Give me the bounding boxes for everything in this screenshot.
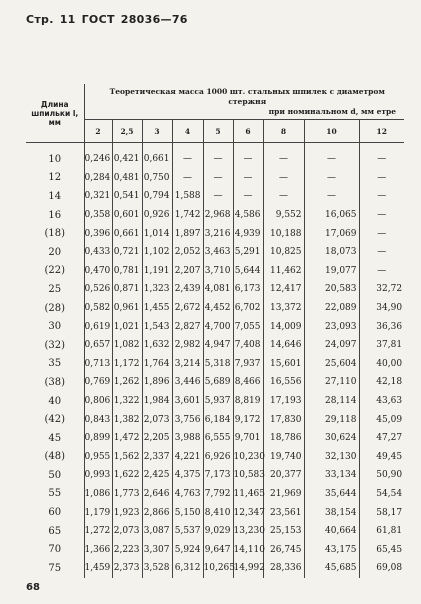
- mass-cell: 32,72: [376, 284, 403, 295]
- spacer-cell: [142, 143, 172, 151]
- mass-cell: 13,372: [263, 299, 304, 318]
- mass-cell: —: [233, 150, 263, 169]
- mass-cell: 42,18: [376, 377, 403, 388]
- mass-cell: 1,366: [84, 540, 112, 559]
- mass-cell: 2,672: [172, 299, 203, 318]
- mass-cell: 4,375: [172, 466, 203, 485]
- table-row: [26, 280, 404, 299]
- mass-cell: —: [304, 169, 359, 188]
- mass-cell: 1,382: [112, 410, 142, 429]
- mass-cell: 0,721: [112, 243, 142, 262]
- mass-cell: 30,624: [304, 429, 359, 448]
- mass-cell: 0,955: [84, 448, 112, 467]
- length-cell: (42): [26, 410, 84, 429]
- mass-cell: 6,184: [203, 410, 233, 429]
- diameter-header: 6: [233, 120, 263, 143]
- table-row: [26, 206, 404, 225]
- length-cell: 70: [26, 540, 84, 559]
- mass-cell: 20,377: [263, 466, 304, 485]
- spacer-cell: [233, 143, 263, 151]
- mass-cell: 7,173: [203, 466, 233, 485]
- length-cell: 35: [26, 355, 84, 374]
- length-cell: (32): [26, 336, 84, 355]
- mass-cell: 3,446: [172, 373, 203, 392]
- table-row: [26, 224, 404, 243]
- mass-cell: 5,937: [203, 392, 233, 411]
- length-cell: 30: [26, 317, 84, 336]
- mass-cell: 29,118: [304, 410, 359, 429]
- table-row: [26, 262, 404, 281]
- page-header: [26, 13, 194, 26]
- mass-cell: 17,069: [304, 224, 359, 243]
- mass-cell: 23,561: [263, 503, 304, 522]
- mass-cell: 6,702: [233, 299, 263, 318]
- mass-cell: 0,993: [84, 466, 112, 485]
- mass-cell: 37,81: [376, 340, 403, 351]
- mass-cell: 1,082: [112, 336, 142, 355]
- mass-cell: 1,622: [112, 466, 142, 485]
- length-cell: 45: [26, 429, 84, 448]
- mass-cell: 4,081: [203, 280, 233, 299]
- diameter-header: 2: [84, 120, 112, 143]
- mass-cell: 18,786: [263, 429, 304, 448]
- mass-cell: 0,396: [84, 224, 112, 243]
- mass-cell: 10,230: [233, 448, 263, 467]
- mass-cell: 9,647: [203, 540, 233, 559]
- mass-cell: 0,769: [84, 373, 112, 392]
- mass-cell: 5,537: [172, 522, 203, 541]
- mass-cell: 0,781: [112, 262, 142, 281]
- spacer-cell: [203, 143, 233, 151]
- mass-cell: —: [377, 154, 387, 165]
- mass-cell: 2,207: [172, 262, 203, 281]
- mass-cell: 4,221: [172, 448, 203, 467]
- mass-cell: 34,90: [376, 303, 403, 314]
- mass-cell: 10,188: [263, 224, 304, 243]
- mass-cell: 38,154: [304, 503, 359, 522]
- mass-cell: 18,073: [304, 243, 359, 262]
- mass-cell: 1,191: [142, 262, 172, 281]
- mass-cell: 0,657: [84, 336, 112, 355]
- mass-cell: 2,337: [142, 448, 172, 467]
- table-row: [26, 540, 404, 559]
- length-cell: 50: [26, 466, 84, 485]
- mass-cell: 3,214: [172, 355, 203, 374]
- mass-cell: 0,871: [112, 280, 142, 299]
- spacer-cell: [263, 143, 304, 151]
- mass-cell: 3,528: [142, 559, 172, 578]
- spacer-cell: [359, 143, 404, 151]
- table-row: [26, 448, 404, 467]
- diameter-header: 3: [142, 120, 172, 143]
- mass-cell: 3,710: [203, 262, 233, 281]
- mass-cell: 11,465: [233, 485, 263, 504]
- length-cell: (28): [26, 299, 84, 318]
- table-row: [26, 169, 404, 188]
- mass-cell: 28,114: [304, 392, 359, 411]
- mass-cell: 1,984: [142, 392, 172, 411]
- mass-cell: —: [233, 187, 263, 206]
- mass-cell: 16,065: [304, 206, 359, 225]
- length-column-header: Длина шпильки l, мм: [26, 84, 84, 143]
- mass-cell: 7,408: [233, 336, 263, 355]
- mass-cell: 0,750: [142, 169, 172, 188]
- mass-cell: —: [377, 191, 387, 202]
- mass-group-header-line1: Теоретическая масса 1000 шт. стальных шпилек с диаметром стержня: [109, 86, 385, 106]
- spacer-cell: [84, 143, 112, 151]
- mass-cell: 0,926: [142, 206, 172, 225]
- spacer-cell: [304, 143, 359, 151]
- mass-cell: 1,021: [112, 317, 142, 336]
- mass-cell: 17,830: [263, 410, 304, 429]
- mass-cell: 40,00: [376, 358, 403, 369]
- mass-cell: 4,947: [203, 336, 233, 355]
- mass-cell: 1,459: [84, 559, 112, 578]
- page-number-top: 11: [59, 13, 76, 26]
- mass-cell: —: [263, 187, 304, 206]
- mass-cell: 0,358: [84, 206, 112, 225]
- mass-cell: 0,284: [84, 169, 112, 188]
- mass-cell: 12,417: [263, 280, 304, 299]
- mass-cell: 3,216: [203, 224, 233, 243]
- mass-cell: 2,982: [172, 336, 203, 355]
- mass-cell: 3,307: [142, 540, 172, 559]
- length-cell: 55: [26, 485, 84, 504]
- length-cell: 60: [26, 503, 84, 522]
- mass-cell: —: [203, 150, 233, 169]
- mass-cell: 1,896: [142, 373, 172, 392]
- mass-cell: 61,81: [376, 526, 403, 537]
- length-cell: (22): [26, 262, 84, 281]
- spacer-cell: [26, 143, 84, 151]
- mass-cell: 26,745: [263, 540, 304, 559]
- mass-cell: 21,969: [263, 485, 304, 504]
- mass-cell: 65,45: [376, 544, 403, 555]
- mass-cell: 2,425: [142, 466, 172, 485]
- mass-cell: 9,029: [203, 522, 233, 541]
- mass-cell: 1,262: [112, 373, 142, 392]
- mass-cell: 4,586: [233, 206, 263, 225]
- page-number-bottom: 68: [26, 582, 40, 593]
- mass-cell: 4,452: [203, 299, 233, 318]
- mass-cell: 27,110: [304, 373, 359, 392]
- mass-cell: 1,923: [112, 503, 142, 522]
- mass-cell: 2,205: [142, 429, 172, 448]
- mass-cell: 2,968: [203, 206, 233, 225]
- mass-cell: 14,009: [263, 317, 304, 336]
- mass-cell: —: [263, 150, 304, 169]
- mass-cell: 2,223: [112, 540, 142, 559]
- mass-cell: 2,827: [172, 317, 203, 336]
- table-row: [26, 336, 404, 355]
- table-row: [26, 243, 404, 262]
- length-cell: (48): [26, 448, 84, 467]
- mass-cell: 4,763: [172, 485, 203, 504]
- mass-cell: 3,756: [172, 410, 203, 429]
- mass-cell: 8,819: [233, 392, 263, 411]
- mass-cell: 0,619: [84, 317, 112, 336]
- diameter-header: 4: [172, 120, 203, 143]
- diameter-header: 12: [359, 120, 404, 143]
- mass-cell: 1,014: [142, 224, 172, 243]
- mass-cell: —: [377, 210, 387, 221]
- mass-cell: 32,130: [304, 448, 359, 467]
- mass-cell: 15,601: [263, 355, 304, 374]
- length-cell: 16: [26, 206, 84, 225]
- table-row: [26, 373, 404, 392]
- mass-cell: 7,792: [203, 485, 233, 504]
- mass-cell: —: [172, 150, 203, 169]
- length-cell: 25: [26, 280, 84, 299]
- mass-cell: 0,433: [84, 243, 112, 262]
- mass-cell: 5,291: [233, 243, 263, 262]
- mass-cell: 19,740: [263, 448, 304, 467]
- mass-cell: 2,866: [142, 503, 172, 522]
- mass-cell: 0,481: [112, 169, 142, 188]
- mass-cell: —: [233, 169, 263, 188]
- table-row: [26, 317, 404, 336]
- mass-cell: 25,153: [263, 522, 304, 541]
- mass-cell: 14,110: [233, 540, 263, 559]
- mass-cell: 0,526: [84, 280, 112, 299]
- mass-cell: —: [172, 169, 203, 188]
- mass-cell: 8,466: [233, 373, 263, 392]
- mass-cell: 20,583: [304, 280, 359, 299]
- mass-cell: 2,373: [112, 559, 142, 578]
- mass-group-header-line2: при номинальном d, мм етре: [268, 106, 397, 116]
- mass-cell: 6,555: [203, 429, 233, 448]
- mass-cell: 1,742: [172, 206, 203, 225]
- mass-cell: 33,134: [304, 466, 359, 485]
- mass-cell: 3,601: [172, 392, 203, 411]
- mass-cell: 1,897: [172, 224, 203, 243]
- diameter-header: 10: [304, 120, 359, 143]
- mass-cell: 2,073: [142, 410, 172, 429]
- diameter-header: 8: [263, 120, 304, 143]
- diameter-header: 5: [203, 120, 233, 143]
- mass-cell: 4,939: [233, 224, 263, 243]
- mass-cell: 14,992: [233, 559, 263, 578]
- spacer-cell: [172, 143, 203, 151]
- mass-cell: 7,055: [233, 317, 263, 336]
- mass-cell: 6,926: [203, 448, 233, 467]
- standard-label: ГОСТ: [81, 13, 115, 26]
- mass-cell: 8,410: [203, 503, 233, 522]
- mass-cell: 16,556: [263, 373, 304, 392]
- table-row: [26, 299, 404, 318]
- mass-cell: 11,462: [263, 262, 304, 281]
- mass-cell: —: [263, 169, 304, 188]
- length-cell: (18): [26, 224, 84, 243]
- mass-cell: —: [203, 187, 233, 206]
- table-row: [26, 559, 404, 578]
- mass-cell: 43,175: [304, 540, 359, 559]
- mass-cell: 0,421: [112, 150, 142, 169]
- mass-cell: 9,701: [233, 429, 263, 448]
- mass-cell: —: [377, 247, 387, 258]
- mass-cell: 45,09: [376, 414, 403, 425]
- mass-cell: —: [304, 150, 359, 169]
- mass-cell: 36,36: [376, 321, 403, 332]
- mass-cell: —: [377, 228, 387, 239]
- mass-cell: —: [304, 187, 359, 206]
- mass-cell: 2,646: [142, 485, 172, 504]
- mass-cell: 2,073: [112, 522, 142, 541]
- mass-cell: 10,265: [203, 559, 233, 578]
- mass-cell: 58,17: [376, 507, 403, 518]
- mass-cell: 23,093: [304, 317, 359, 336]
- mass-cell: 1,764: [142, 355, 172, 374]
- mass-cell: 4,700: [203, 317, 233, 336]
- spacer-cell: [112, 143, 142, 151]
- mass-cell: 0,661: [142, 150, 172, 169]
- length-cell: 12: [26, 169, 84, 188]
- table-row: [26, 187, 404, 206]
- mass-cell: —: [377, 265, 387, 276]
- mass-cell: 0,794: [142, 187, 172, 206]
- table-row: [26, 485, 404, 504]
- mass-cell: 25,604: [304, 355, 359, 374]
- table-row: [26, 429, 404, 448]
- mass-cell: 1,632: [142, 336, 172, 355]
- mass-cell: 1,562: [112, 448, 142, 467]
- mass-cell: 0,246: [84, 150, 112, 169]
- table-row: [26, 410, 404, 429]
- mass-cell: 22,089: [304, 299, 359, 318]
- mass-cell: 54,54: [376, 488, 403, 499]
- length-cell: 20: [26, 243, 84, 262]
- mass-cell: 40,664: [304, 522, 359, 541]
- standard-number: 28036—76: [120, 13, 188, 26]
- length-cell: 10: [26, 150, 84, 169]
- length-cell: 65: [26, 522, 84, 541]
- mass-group-header: [84, 84, 404, 120]
- length-cell: 14: [26, 187, 84, 206]
- mass-cell: 1,172: [112, 355, 142, 374]
- mass-cell: 5,689: [203, 373, 233, 392]
- mass-cell: 0,661: [112, 224, 142, 243]
- mass-cell: 0,582: [84, 299, 112, 318]
- mass-cell: 0,601: [112, 206, 142, 225]
- mass-cell: 6,173: [233, 280, 263, 299]
- mass-cell: 1,086: [84, 485, 112, 504]
- mass-cell: 0,713: [84, 355, 112, 374]
- mass-cell: 10,583: [233, 466, 263, 485]
- length-cell: 40: [26, 392, 84, 411]
- mass-cell: 9,172: [233, 410, 263, 429]
- table-row: [26, 466, 404, 485]
- mass-table: [26, 84, 404, 578]
- mass-cell: 1,472: [112, 429, 142, 448]
- mass-cell: 0,961: [112, 299, 142, 318]
- mass-cell: 1,102: [142, 243, 172, 262]
- mass-cell: 13,230: [233, 522, 263, 541]
- length-cell: 75: [26, 559, 84, 578]
- mass-cell: 0,843: [84, 410, 112, 429]
- mass-cell: 5,924: [172, 540, 203, 559]
- table-row: [26, 150, 404, 169]
- mass-cell: 45,685: [304, 559, 359, 578]
- mass-cell: 1,323: [142, 280, 172, 299]
- mass-cell: 50,90: [376, 470, 403, 481]
- mass-cell: 47,27: [376, 433, 403, 444]
- mass-cell: 3,463: [203, 243, 233, 262]
- mass-cell: 2,439: [172, 280, 203, 299]
- mass-cell: 1,543: [142, 317, 172, 336]
- mass-cell: 35,644: [304, 485, 359, 504]
- mass-cell: 28,336: [263, 559, 304, 578]
- mass-cell: 1,773: [112, 485, 142, 504]
- mass-cell: 12,347: [233, 503, 263, 522]
- table-row: [26, 503, 404, 522]
- page-label: Стр.: [26, 13, 54, 26]
- mass-cell: 3,087: [142, 522, 172, 541]
- mass-cell: 43,63: [376, 396, 403, 407]
- mass-cell: 17,193: [263, 392, 304, 411]
- mass-cell: 24,097: [304, 336, 359, 355]
- mass-cell: 1,322: [112, 392, 142, 411]
- mass-cell: 7,937: [233, 355, 263, 374]
- table-row: [26, 355, 404, 374]
- table-row: [26, 392, 404, 411]
- table-row: [26, 522, 404, 541]
- mass-cell: 49,45: [376, 451, 403, 462]
- mass-cell: 69,08: [376, 563, 403, 574]
- mass-cell: 5,644: [233, 262, 263, 281]
- mass-cell: 0,541: [112, 187, 142, 206]
- mass-cell: 5,318: [203, 355, 233, 374]
- mass-cell: 0,470: [84, 262, 112, 281]
- mass-cell: 1,455: [142, 299, 172, 318]
- mass-cell: —: [377, 172, 387, 183]
- mass-cell: 5,150: [172, 503, 203, 522]
- mass-cell: 6,312: [172, 559, 203, 578]
- mass-cell: 1,179: [84, 503, 112, 522]
- mass-cell: 9,552: [263, 206, 304, 225]
- diameter-header: 2,5: [112, 120, 142, 143]
- mass-cell: 1,588: [172, 187, 203, 206]
- mass-cell: —: [203, 169, 233, 188]
- mass-cell: 19,077: [304, 262, 359, 281]
- mass-cell: 3,988: [172, 429, 203, 448]
- mass-cell: 1,272: [84, 522, 112, 541]
- mass-cell: 14,646: [263, 336, 304, 355]
- mass-cell: 0,806: [84, 392, 112, 411]
- length-cell: (38): [26, 373, 84, 392]
- mass-cell: 10,825: [263, 243, 304, 262]
- mass-cell: 2,052: [172, 243, 203, 262]
- mass-cell: 0,321: [84, 187, 112, 206]
- mass-cell: 0,899: [84, 429, 112, 448]
